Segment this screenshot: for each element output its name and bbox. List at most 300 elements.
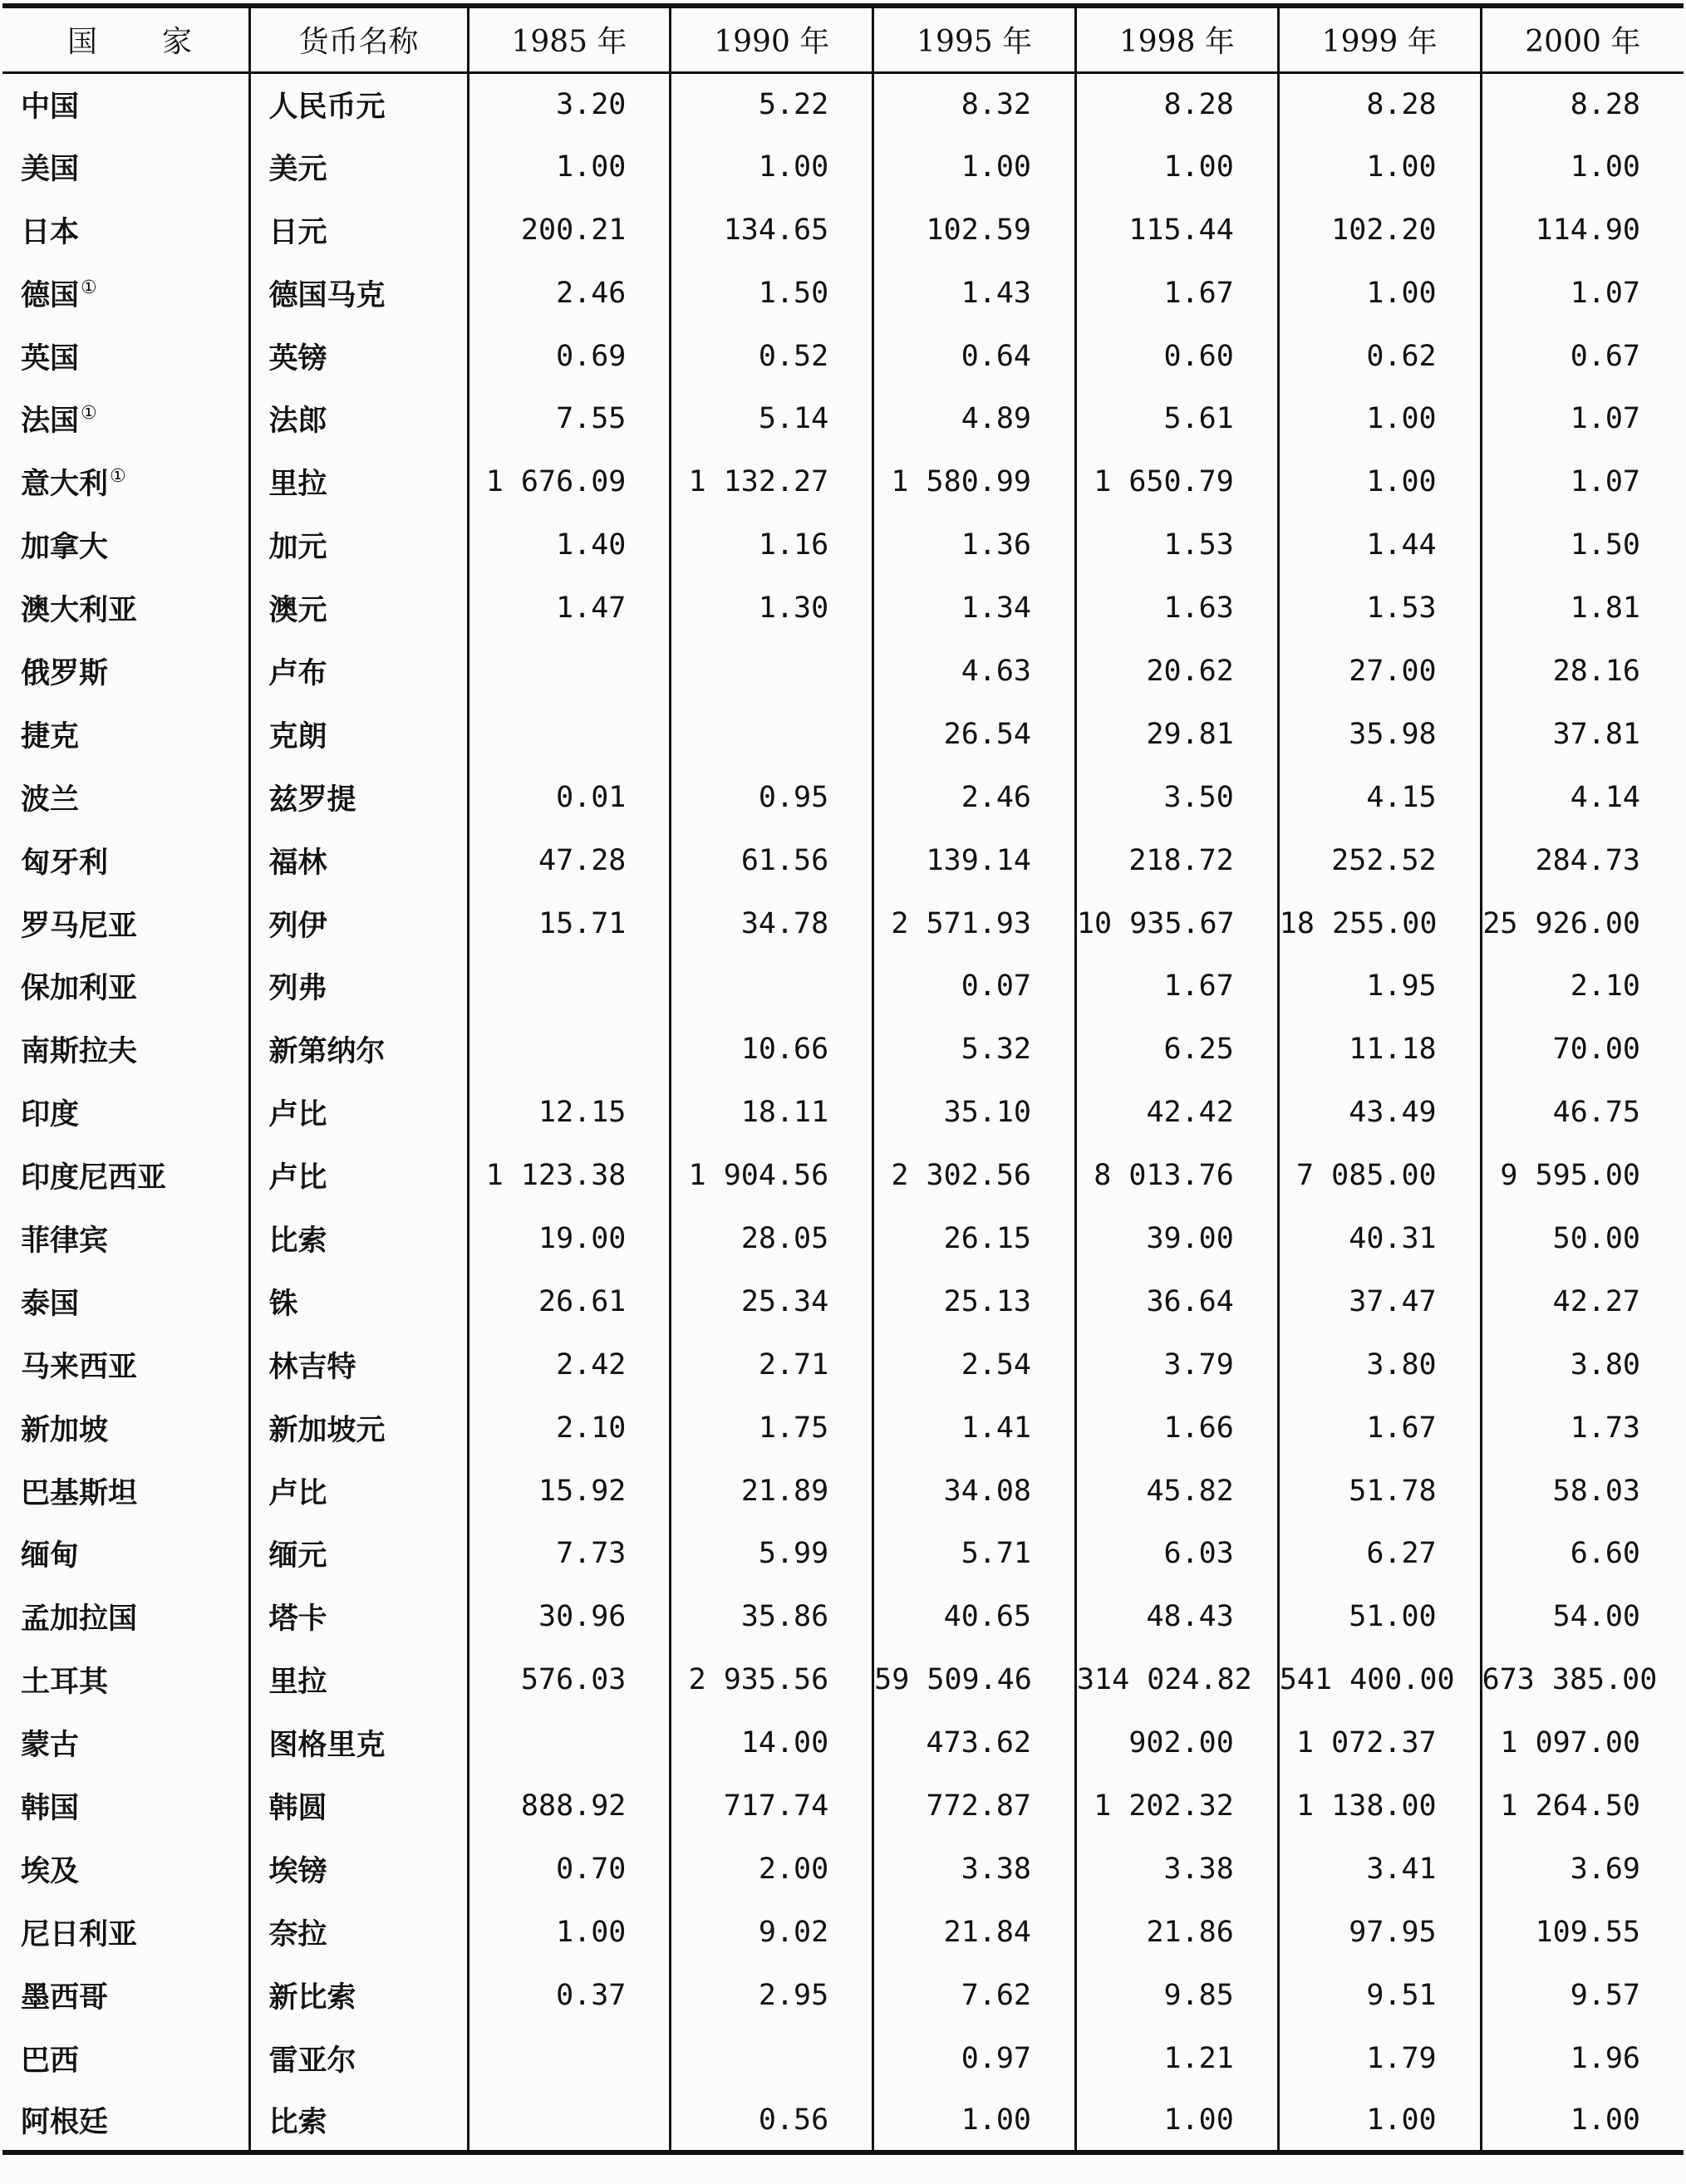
table-row <box>2 1711 1684 1774</box>
rate-cell: 59 509.46 <box>873 1648 1076 1711</box>
rate-cell: 1 138.00 <box>1278 1774 1481 1838</box>
table-header <box>2 6 1684 72</box>
country-cell <box>2 262 249 325</box>
currency-cell: 澳元 <box>249 577 468 640</box>
rate-cell: 8.28 <box>1481 72 1684 135</box>
rate-cell: 1 580.99 <box>873 450 1076 513</box>
rate-cell: 36.64 <box>1075 1270 1278 1333</box>
header-row <box>2 6 1684 72</box>
rate-cell: 1.50 <box>671 262 873 325</box>
currency-cell: 塔卡 <box>249 1585 468 1648</box>
country-cell <box>2 135 249 199</box>
rate-cell: 39.00 <box>1075 1207 1278 1270</box>
rate-cell: 3.41 <box>1278 1838 1481 1901</box>
rate-cell: 102.20 <box>1278 199 1481 262</box>
rate-cell: 1 072.37 <box>1278 1711 1481 1774</box>
rate-cell: 6.60 <box>1481 1522 1684 1585</box>
country-cell <box>2 1901 249 1964</box>
rate-cell: 2.54 <box>873 1333 1076 1396</box>
rate-cell: 902.00 <box>1075 1711 1278 1774</box>
rate-cell: 34.08 <box>873 1460 1076 1523</box>
country-name: 捷克 <box>21 719 80 753</box>
table-row <box>2 892 1684 955</box>
rate-cell: 1.36 <box>873 513 1076 577</box>
country-name: 法国 <box>21 405 80 439</box>
rate-cell: 1.00 <box>468 135 671 199</box>
rate-cell: 541 400.00 <box>1278 1648 1481 1711</box>
rate-cell: 1.66 <box>1075 1396 1278 1460</box>
rate-cell: 4.63 <box>873 640 1076 703</box>
country-cell <box>2 1270 249 1333</box>
country-cell <box>2 450 249 513</box>
table-row <box>2 703 1684 766</box>
rate-cell: 1.96 <box>1481 2027 1684 2090</box>
country-name: 澳大利亚 <box>21 594 138 628</box>
exchange-rate-table <box>2 3 1684 2155</box>
rate-cell: 0.01 <box>468 766 671 829</box>
rate-cell: 21.84 <box>873 1901 1076 1964</box>
rate-cell: 1.16 <box>671 513 873 577</box>
country-name: 阿根廷 <box>21 2105 109 2139</box>
table-row <box>2 513 1684 577</box>
country-cell <box>2 1964 249 2027</box>
rate-cell: 0.60 <box>1075 325 1278 388</box>
rate-cell <box>468 1018 671 1081</box>
rate-cell: 1 132.27 <box>671 450 873 513</box>
rate-cell: 1 904.56 <box>671 1144 873 1207</box>
country-cell <box>2 1648 249 1711</box>
rate-cell: 7 085.00 <box>1278 1144 1481 1207</box>
header-country: 国家 <box>2 6 249 72</box>
rate-cell: 8.32 <box>873 72 1076 135</box>
rate-cell: 42.27 <box>1481 1270 1684 1333</box>
rate-cell: 26.54 <box>873 703 1076 766</box>
country-name: 巴西 <box>21 2044 80 2078</box>
country-name: 印度 <box>21 1098 80 1132</box>
table-row <box>2 1333 1684 1396</box>
country-cell <box>2 892 249 955</box>
footnote-marker: ① <box>81 277 97 298</box>
country-name: 德国 <box>21 278 80 312</box>
rate-cell: 0.97 <box>873 2027 1076 2090</box>
rate-cell: 0.52 <box>671 325 873 388</box>
rate-cell: 1.00 <box>1278 450 1481 513</box>
rate-cell: 30.96 <box>468 1585 671 1648</box>
rate-cell: 673 385.00 <box>1481 1648 1684 1711</box>
rate-cell: 1.00 <box>873 2090 1076 2153</box>
rate-cell: 3.80 <box>1481 1333 1684 1396</box>
rate-cell: 1.50 <box>1481 513 1684 577</box>
country-name: 中国 <box>21 90 80 124</box>
rate-cell: 3.38 <box>873 1838 1076 1901</box>
rate-cell: 1.81 <box>1481 577 1684 640</box>
rate-cell: 12.15 <box>468 1081 671 1144</box>
rate-cell: 473.62 <box>873 1711 1076 1774</box>
table-row <box>2 1901 1684 1964</box>
rate-cell: 9.57 <box>1481 1964 1684 2027</box>
rate-cell: 97.95 <box>1278 1901 1481 1964</box>
rate-cell: 26.15 <box>873 1207 1076 1270</box>
rate-cell: 2.95 <box>671 1964 873 2027</box>
rate-cell: 6.25 <box>1075 1018 1278 1081</box>
country-name: 日本 <box>21 215 80 249</box>
currency-cell: 德国马克 <box>249 262 468 325</box>
rate-cell: 10 935.67 <box>1075 892 1278 955</box>
currency-cell: 加元 <box>249 513 468 577</box>
currency-cell: 里拉 <box>249 450 468 513</box>
rate-cell: 18 255.00 <box>1278 892 1481 955</box>
rate-cell: 25 926.00 <box>1481 892 1684 955</box>
currency-cell: 图格里克 <box>249 1711 468 1774</box>
rate-cell: 46.75 <box>1481 1081 1684 1144</box>
rate-cell: 1.44 <box>1278 513 1481 577</box>
table-row <box>2 1648 1684 1711</box>
rate-cell: 6.03 <box>1075 1522 1278 1585</box>
country-name: 巴基斯坦 <box>21 1476 138 1510</box>
rate-cell: 5.22 <box>671 72 873 135</box>
rate-cell: 42.42 <box>1075 1081 1278 1144</box>
rate-cell: 888.92 <box>468 1774 671 1838</box>
rate-cell: 1.30 <box>671 577 873 640</box>
rate-cell: 61.56 <box>671 829 873 892</box>
rate-cell: 1.21 <box>1075 2027 1278 2090</box>
currency-cell: 比索 <box>249 1207 468 1270</box>
country-name: 新加坡 <box>21 1413 109 1447</box>
country-cell <box>2 72 249 135</box>
rate-cell: 134.65 <box>671 199 873 262</box>
currency-cell: 新比索 <box>249 1964 468 2027</box>
currency-cell: 列弗 <box>249 955 468 1018</box>
country-cell <box>2 1774 249 1838</box>
header-year-1990: 1990 年 <box>671 6 873 72</box>
rate-cell: 20.62 <box>1075 640 1278 703</box>
rate-cell: 51.78 <box>1278 1460 1481 1523</box>
rate-cell <box>468 2090 671 2153</box>
rate-cell: 40.31 <box>1278 1207 1481 1270</box>
footnote-marker: ① <box>110 466 126 488</box>
rate-cell: 1.67 <box>1075 955 1278 1018</box>
rate-cell: 3.38 <box>1075 1838 1278 1901</box>
country-name: 匈牙利 <box>21 846 109 880</box>
rate-cell: 1.79 <box>1278 2027 1481 2090</box>
country-cell <box>2 1081 249 1144</box>
table-row <box>2 262 1684 325</box>
currency-cell: 日元 <box>249 199 468 262</box>
rate-cell: 11.18 <box>1278 1018 1481 1081</box>
rate-cell: 19.00 <box>468 1207 671 1270</box>
rate-cell: 1.53 <box>1075 513 1278 577</box>
country-name: 菲律宾 <box>21 1224 109 1258</box>
country-cell <box>2 829 249 892</box>
rate-cell: 200.21 <box>468 199 671 262</box>
rate-cell: 5.14 <box>671 387 873 450</box>
country-cell <box>2 577 249 640</box>
rate-cell: 3.50 <box>1075 766 1278 829</box>
rate-cell: 0.37 <box>468 1964 671 2027</box>
rate-cell: 45.82 <box>1075 1460 1278 1523</box>
rate-cell <box>671 955 873 1018</box>
table-row <box>2 72 1684 135</box>
currency-cell: 新第纳尔 <box>249 1018 468 1081</box>
rate-cell: 1 097.00 <box>1481 1711 1684 1774</box>
rate-cell: 1.07 <box>1481 450 1684 513</box>
header-year-1998: 1998 年 <box>1075 6 1278 72</box>
rate-cell: 0.95 <box>671 766 873 829</box>
rate-cell: 1 202.32 <box>1075 1774 1278 1838</box>
rate-cell: 2.46 <box>873 766 1076 829</box>
country-name: 俄罗斯 <box>21 656 109 690</box>
rate-cell: 5.32 <box>873 1018 1076 1081</box>
rate-cell: 1.00 <box>1278 387 1481 450</box>
rate-cell: 15.92 <box>468 1460 671 1523</box>
rate-cell: 1.95 <box>1278 955 1481 1018</box>
rate-cell: 5.99 <box>671 1522 873 1585</box>
currency-cell: 铢 <box>249 1270 468 1333</box>
country-name: 加拿大 <box>21 531 109 565</box>
rate-cell <box>671 703 873 766</box>
rate-cell: 4.14 <box>1481 766 1684 829</box>
rate-cell: 2.10 <box>468 1396 671 1460</box>
currency-cell: 林吉特 <box>249 1333 468 1396</box>
country-name: 尼日利亚 <box>21 1917 138 1951</box>
rate-cell: 9.85 <box>1075 1964 1278 2027</box>
rate-cell: 0.64 <box>873 325 1076 388</box>
country-name: 保加利亚 <box>21 972 138 1006</box>
country-name: 埃及 <box>21 1854 80 1888</box>
rate-cell: 115.44 <box>1075 199 1278 262</box>
rate-cell: 1.00 <box>671 135 873 199</box>
rate-cell: 8.28 <box>1278 72 1481 135</box>
table-row <box>2 199 1684 262</box>
currency-cell: 美元 <box>249 135 468 199</box>
table-row <box>2 1081 1684 1144</box>
rate-cell <box>468 955 671 1018</box>
rate-cell: 1.40 <box>468 513 671 577</box>
rate-cell: 1.47 <box>468 577 671 640</box>
rate-cell: 70.00 <box>1481 1018 1684 1081</box>
country-cell <box>2 640 249 703</box>
rate-cell: 35.98 <box>1278 703 1481 766</box>
rate-cell: 25.34 <box>671 1270 873 1333</box>
country-cell <box>2 325 249 388</box>
currency-cell: 克朗 <box>249 703 468 766</box>
rate-cell: 1 123.38 <box>468 1144 671 1207</box>
rate-cell: 58.03 <box>1481 1460 1684 1523</box>
currency-cell: 英镑 <box>249 325 468 388</box>
rate-cell: 1.00 <box>1278 262 1481 325</box>
table-row <box>2 1522 1684 1585</box>
rate-cell: 1.00 <box>1075 2090 1278 2153</box>
rate-cell: 252.52 <box>1278 829 1481 892</box>
rate-cell: 109.55 <box>1481 1901 1684 1964</box>
header-currency: 货币名称 <box>249 6 468 72</box>
rate-cell: 1.41 <box>873 1396 1076 1460</box>
currency-cell: 福林 <box>249 829 468 892</box>
country-name: 墨西哥 <box>21 1980 109 2015</box>
table-row <box>2 135 1684 199</box>
table-row <box>2 1964 1684 2027</box>
country-cell <box>2 1396 249 1460</box>
rate-cell: 7.55 <box>468 387 671 450</box>
rate-cell: 0.67 <box>1481 325 1684 388</box>
rate-cell: 3.79 <box>1075 1333 1278 1396</box>
rate-cell: 1.00 <box>468 1901 671 1964</box>
rate-cell <box>468 640 671 703</box>
rate-cell: 6.27 <box>1278 1522 1481 1585</box>
country-cell <box>2 199 249 262</box>
rate-cell: 7.73 <box>468 1522 671 1585</box>
rate-cell: 28.05 <box>671 1207 873 1270</box>
header-year-2000: 2000 年 <box>1481 6 1684 72</box>
country-name: 蒙古 <box>21 1729 80 1763</box>
currency-cell: 新加坡元 <box>249 1396 468 1460</box>
header-year-1985: 1985 年 <box>468 6 671 72</box>
rate-cell: 1.00 <box>873 135 1076 199</box>
rate-cell: 1.67 <box>1278 1396 1481 1460</box>
rate-cell: 4.89 <box>873 387 1076 450</box>
country-cell <box>2 2027 249 2090</box>
table-row <box>2 1144 1684 1207</box>
rate-cell: 43.49 <box>1278 1081 1481 1144</box>
currency-cell: 法郎 <box>249 387 468 450</box>
rate-cell: 1.53 <box>1278 577 1481 640</box>
table-row <box>2 640 1684 703</box>
rate-cell: 9.51 <box>1278 1964 1481 2027</box>
table-row <box>2 766 1684 829</box>
country-cell <box>2 1711 249 1774</box>
rate-cell: 0.69 <box>468 325 671 388</box>
rate-cell: 284.73 <box>1481 829 1684 892</box>
table-row <box>2 829 1684 892</box>
table-row <box>2 2027 1684 2090</box>
rate-cell: 18.11 <box>671 1081 873 1144</box>
table-row <box>2 387 1684 450</box>
rate-cell: 47.28 <box>468 829 671 892</box>
currency-cell: 里拉 <box>249 1648 468 1711</box>
country-cell <box>2 766 249 829</box>
table-body <box>2 72 1684 2152</box>
rate-cell: 28.16 <box>1481 640 1684 703</box>
rate-cell: 1.34 <box>873 577 1076 640</box>
table-row <box>2 1838 1684 1901</box>
rate-cell: 0.07 <box>873 955 1076 1018</box>
table-row <box>2 2090 1684 2153</box>
country-name: 土耳其 <box>21 1666 109 1700</box>
rate-cell: 1.63 <box>1075 577 1278 640</box>
country-cell <box>2 1144 249 1207</box>
rate-cell: 218.72 <box>1075 829 1278 892</box>
rate-cell: 1 650.79 <box>1075 450 1278 513</box>
country-name: 韩国 <box>21 1791 80 1825</box>
country-cell <box>2 1207 249 1270</box>
country-name: 波兰 <box>21 783 80 817</box>
country-cell <box>2 513 249 577</box>
rate-cell: 1.67 <box>1075 262 1278 325</box>
table-row <box>2 450 1684 513</box>
table-row <box>2 1018 1684 1081</box>
rate-cell: 3.69 <box>1481 1838 1684 1901</box>
rate-cell: 0.56 <box>671 2090 873 2153</box>
rate-cell: 314 024.82 <box>1075 1648 1278 1711</box>
table-row <box>2 325 1684 388</box>
table-row <box>2 1585 1684 1648</box>
rate-cell: 21.86 <box>1075 1901 1278 1964</box>
table-row <box>2 1396 1684 1460</box>
rate-cell <box>671 2027 873 2090</box>
rate-cell: 29.81 <box>1075 703 1278 766</box>
rate-cell: 35.10 <box>873 1081 1076 1144</box>
rate-cell <box>671 640 873 703</box>
country-name: 英国 <box>21 341 80 375</box>
header-year-1999: 1999 年 <box>1278 6 1481 72</box>
rate-cell: 2.42 <box>468 1333 671 1396</box>
currency-cell: 奈拉 <box>249 1901 468 1964</box>
country-name: 缅甸 <box>21 1539 80 1573</box>
rate-cell: 1.00 <box>1278 135 1481 199</box>
rate-cell: 2.46 <box>468 262 671 325</box>
rate-cell: 3.20 <box>468 72 671 135</box>
rate-cell: 1.43 <box>873 262 1076 325</box>
rate-cell: 1.07 <box>1481 262 1684 325</box>
rate-cell <box>468 1711 671 1774</box>
country-name: 孟加拉国 <box>21 1602 138 1637</box>
rate-cell: 1.07 <box>1481 387 1684 450</box>
rate-cell: 26.61 <box>468 1270 671 1333</box>
rate-cell: 10.66 <box>671 1018 873 1081</box>
rate-cell: 114.90 <box>1481 199 1684 262</box>
rate-cell: 139.14 <box>873 829 1076 892</box>
rate-cell: 2.71 <box>671 1333 873 1396</box>
rate-cell: 1.75 <box>671 1396 873 1460</box>
rate-cell: 2.00 <box>671 1838 873 1901</box>
country-cell <box>2 2090 249 2153</box>
header-year-1995: 1995 年 <box>873 6 1076 72</box>
rate-cell: 576.03 <box>468 1648 671 1711</box>
rate-cell <box>468 2027 671 2090</box>
currency-cell: 卢比 <box>249 1081 468 1144</box>
country-cell <box>2 1333 249 1396</box>
currency-cell: 卢比 <box>249 1144 468 1207</box>
table-row <box>2 1460 1684 1523</box>
rate-cell <box>468 703 671 766</box>
rate-cell: 14.00 <box>671 1711 873 1774</box>
rate-cell: 3.80 <box>1278 1333 1481 1396</box>
country-name: 罗马尼亚 <box>21 909 138 943</box>
currency-cell: 卢比 <box>249 1460 468 1523</box>
country-cell <box>2 1522 249 1585</box>
currency-cell: 人民币元 <box>249 72 468 135</box>
country-name: 南斯拉夫 <box>21 1035 138 1069</box>
footnote-marker: ① <box>81 403 97 425</box>
rate-cell: 772.87 <box>873 1774 1076 1838</box>
rate-cell: 48.43 <box>1075 1585 1278 1648</box>
rate-cell: 2.10 <box>1481 955 1684 1018</box>
rate-cell: 54.00 <box>1481 1585 1684 1648</box>
rate-cell: 1.00 <box>1075 135 1278 199</box>
rate-cell: 5.61 <box>1075 387 1278 450</box>
table-row <box>2 955 1684 1018</box>
table-row <box>2 1774 1684 1838</box>
rate-cell: 1.00 <box>1481 135 1684 199</box>
currency-cell: 列伊 <box>249 892 468 955</box>
rate-cell: 37.47 <box>1278 1270 1481 1333</box>
country-name: 意大利 <box>21 468 109 502</box>
rate-cell: 1.00 <box>1481 2090 1684 2153</box>
country-cell <box>2 1838 249 1901</box>
rate-cell: 7.62 <box>873 1964 1076 2027</box>
rate-cell: 2 935.56 <box>671 1648 873 1711</box>
rate-cell: 8.28 <box>1075 72 1278 135</box>
